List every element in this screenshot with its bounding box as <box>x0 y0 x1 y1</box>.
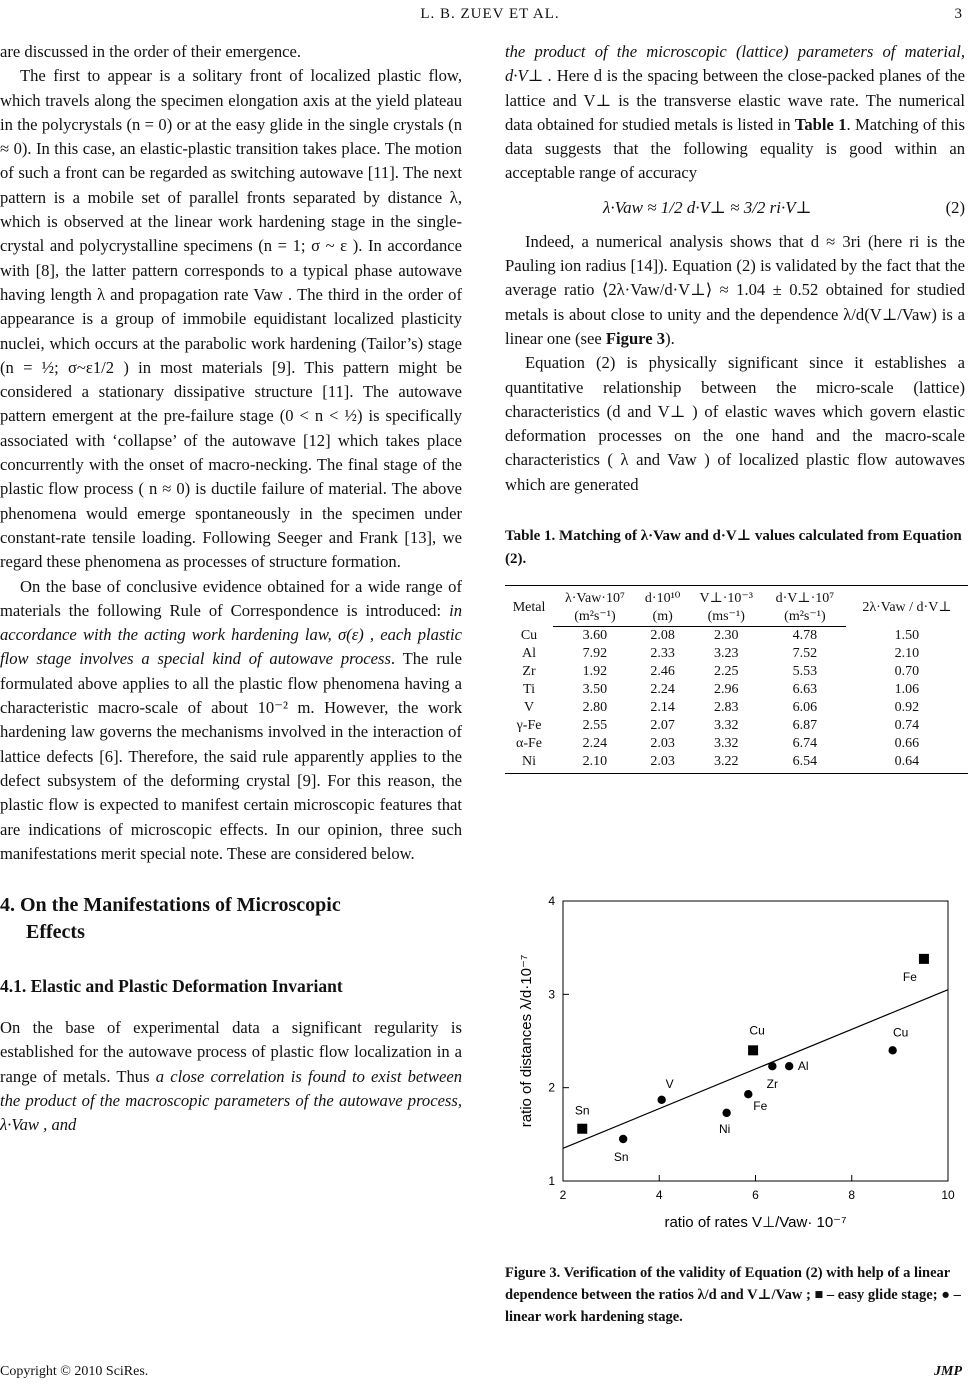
paragraph: Equation (2) is physically significant since it establishes a quantitative relationship between the micro-scale (lattice) characteristics (d and V⊥ ) of elastic waves which govern elastic deformation processes on the one hand and the macro-scale characteristics ( λ and Vaw ) of localized plastic flow autowaves which are generated <box>505 353 965 494</box>
figure-reference: Figure 3 <box>605 328 666 348</box>
table-cell: 2.10 <box>553 753 637 774</box>
equation-2 <box>505 192 965 226</box>
table-cell: 2.14 <box>650 700 675 716</box>
table-cell: 7.52 <box>792 646 818 662</box>
x-tick-label: 10 <box>941 1188 955 1202</box>
data-point-circle <box>888 1046 896 1054</box>
equation-body: λ·Vaw ≈ 1/2 d·V⊥ ≈ 3/2 ri·V⊥ <box>603 197 812 217</box>
page-number: 3 <box>954 6 962 22</box>
x-tick-label: 8 <box>848 1188 856 1202</box>
section-title: 4. On the Manifestations of Microscopic <box>0 894 341 917</box>
point-label: Sn <box>574 1103 590 1118</box>
table-cell: 1.92 <box>582 664 608 680</box>
table-cell: 2.96 <box>713 682 739 698</box>
y-tick-label: 2 <box>548 1080 555 1095</box>
copyright: Copyright © 2010 SciRes. <box>0 1364 149 1379</box>
table-cell: 2.33 <box>650 646 675 662</box>
point-label: Fe <box>902 969 917 984</box>
table-cell: 2.03 <box>650 736 675 752</box>
section-title-cont: Effects <box>26 921 85 944</box>
table-unit: (m²s⁻¹) <box>764 608 846 627</box>
table-row <box>505 717 968 735</box>
table-cell: 2.24 <box>650 682 675 698</box>
paragraph: are discussed in the order of their emergence. <box>0 42 302 61</box>
table-cell: 2.30 <box>713 628 739 644</box>
table-unit: (m) <box>637 608 689 627</box>
point-label: V <box>665 1076 674 1091</box>
paragraph <box>0 1016 462 1137</box>
table-cell: 4.78 <box>792 628 818 644</box>
text-span: . Matching of this data suggests that the following equality is good within an acceptable range of accuracy <box>505 114 965 183</box>
table-header: V⊥·10⁻³ <box>689 586 764 609</box>
table-cell: 0.70 <box>894 664 920 680</box>
point-label: Fe <box>753 1099 768 1114</box>
data-point-circle <box>722 1109 730 1117</box>
table-cell: V <box>523 700 535 716</box>
table-cell: 3.23 <box>713 646 739 662</box>
data-point-square <box>748 1045 758 1055</box>
y-tick-label: 4 <box>548 894 555 908</box>
x-axis-label: ratio of rates V⊥/Vaw· 10⁻⁷ <box>664 1214 847 1231</box>
equation-number: (2) <box>945 197 965 217</box>
journal-abbrev: JMP <box>934 1364 962 1379</box>
table-row <box>505 627 968 646</box>
x-tick-label: 4 <box>655 1188 663 1202</box>
paragraph <box>0 575 462 867</box>
text-span: Indeed, a numerical analysis shows that d ≈ 3ri (here ri is the Pauling ion radius [14]). Equation (2) is validated by the fact that the average ratio ⟨2λ·Vaw/d·V⊥⟩ ≈ 1.04 ± 0.52 obtained for studied metals is about close to unity and the dependence λ/d(V⊥/Vaw) is a linear one (see <box>505 231 965 348</box>
table-cell: Ni <box>505 753 553 774</box>
table-row <box>505 735 968 753</box>
table-cell: α-Fe <box>516 736 543 752</box>
table-caption: Table 1. Matching of λ·Vaw and d·V⊥ values calculated from Equation (2). <box>505 528 962 568</box>
table-row <box>505 699 968 717</box>
table-unit: (m²s⁻¹) <box>553 608 637 627</box>
table-header: λ·Vaw·10⁷ <box>553 586 637 609</box>
table-cell: 1.50 <box>894 627 920 643</box>
table-cell: 2.83 <box>713 700 739 716</box>
table-cell: 1.06 <box>894 682 920 698</box>
table-cell: 2.25 <box>713 664 739 680</box>
point-label: Cu <box>749 1023 765 1038</box>
table-cell: γ-Fe <box>516 718 542 734</box>
table-cell: 2.07 <box>650 718 675 734</box>
table-header: d·10¹⁰ <box>637 586 689 609</box>
scatter-chart <box>505 885 970 1255</box>
table-header: 2λ·Vaw / d·V⊥ <box>846 586 968 627</box>
table-cell: 5.53 <box>792 664 818 680</box>
table-row <box>505 681 968 699</box>
table-cell: Ti <box>523 682 535 698</box>
y-tick-label: 3 <box>548 987 555 1002</box>
paragraph: The first to appear is a solitary front of localized plastic flow, which travels along the specimen elongation axis at the yield plateau in the polycrystals (n = 0) or at the easy glide in the single crystals (n ≈ 0). In this case, an elastic-plastic transition takes place. The motion of such a front can be regarded as switching autowave [11]. The next pattern is a mobile set of parallel fronts separated by distance λ, which is observed at the linear work hardening stage in the single-crystal and polycrystalline specimens (n = 1; σ ~ ε ). In accordance with [8], the latter pattern corresponds to a typical phase autowave having length λ and propagation rate Vaw . The third in the order of appearance is a group of immobile equidistant localized plasticity nuclei, which occurs at the parabolic work hardening (Tailor’s) stage (n = ½; σ~ε1/2 ) in most materials [9]. This pattern might be considered a stationary dissipative structure [11]. The autowave pattern emergent at the pre-failure stage (0 < n < ½) is specifically associated with ‘collapse’ of the autowave [12] which takes place concurrently with the onset of macro-necking. The final stage of the plastic flow process ( n ≈ 0) is ductile failure of material. The above phenomena would emerge spontaneously in the specimen under constant-rate tensile loading. Following Seeger and Frank [13], we regard these phenomena as processes of structure formation. <box>0 66 462 572</box>
table-cell: 0.64 <box>846 753 968 774</box>
table-row <box>505 645 968 663</box>
figure-3 <box>505 885 970 1255</box>
table-cell: 0.74 <box>894 718 920 734</box>
text-span: Here d is the spacing between the close-packed planes of the lattice and V⊥ is the transverse elastic wave rate. The numerical data obtained for studied metals is listed in <box>505 66 965 134</box>
rule-of-correspondence: in accordance with the acting work hardening law, σ(ε) , each plastic flow stage involves a special kind of autowave process <box>0 600 462 669</box>
point-label: Zr <box>766 1077 779 1092</box>
table-cell: 3.32 <box>713 718 739 734</box>
data-point-circle <box>768 1062 776 1070</box>
point-label: Ni <box>718 1121 731 1136</box>
data-point-square <box>919 954 929 964</box>
table-header: Metal <box>505 586 553 627</box>
table-row <box>505 663 968 681</box>
table-cell: 2.46 <box>650 664 675 680</box>
point-label: Cu <box>892 1025 909 1040</box>
fit-line <box>563 990 948 1149</box>
point-label: Al <box>797 1059 809 1074</box>
table-cell: 2.24 <box>582 736 608 752</box>
table-cell: 6.87 <box>792 718 818 734</box>
data-point-circle <box>785 1062 793 1070</box>
text-span: . The rule formulated above applies to all the plastic flow phenomena having a characteristic macro-scale of about 10⁻² m. However, the work hardening law governs the mechanisms involved in the interaction of lattice defects [6]. Therefore, the said rule apparently applies to the defect subsystem of the deforming crystal [9]. For this reason, the plastic flow is expected to manifest certain microscopic features that are indications of microscopic effects. In our opinion, three such manifestations merit special note. These are considered below. <box>0 649 462 863</box>
paragraph <box>505 230 965 351</box>
table-1 <box>505 585 968 774</box>
table-cell: 0.66 <box>894 736 920 752</box>
italic-span: a close correlation is found to exist between the product of the macroscopic parameters of the autowave process, λ·Vaw , and <box>0 1066 462 1135</box>
paragraph <box>505 40 965 186</box>
table-reference: Table 1 <box>794 114 847 134</box>
table-cell: 2.08 <box>650 628 675 644</box>
table-cell: 3.50 <box>582 682 608 698</box>
table-cell: 6.74 <box>792 736 818 752</box>
x-tick-label: 6 <box>752 1188 759 1202</box>
data-point-circle <box>619 1135 627 1143</box>
data-point-circle <box>657 1096 665 1104</box>
text-span: On the base of experimental data a significant regularity is established for the autowave process of plastic flow localization in a range of metals. Thus <box>0 1018 462 1086</box>
point-label: Sn <box>613 1150 629 1164</box>
y-axis-label: ratio of distances λ/d·10⁻⁷ <box>518 954 535 1128</box>
section-heading <box>0 892 462 946</box>
right-column <box>505 40 965 774</box>
table-cell: 6.63 <box>792 682 818 698</box>
data-point-square <box>577 1124 587 1134</box>
table-unit: (ms⁻¹) <box>689 608 764 627</box>
table-row <box>505 753 968 774</box>
table-header: d·V⊥·10⁷ <box>764 586 846 609</box>
table-cell: 0.92 <box>894 700 920 716</box>
text-span: On the base of conclusive evidence obtained for a wide range of materials the following Rule of Correspondence is introduced: <box>0 576 462 620</box>
table-cell: 2.03 <box>637 753 689 774</box>
table-cell: 6.54 <box>764 753 846 774</box>
y-tick-label: 1 <box>548 1174 555 1188</box>
table-cell: 2.10 <box>894 646 920 662</box>
table-cell: 3.32 <box>713 736 739 752</box>
table-cell: 2.80 <box>582 700 608 716</box>
table-cell: 2.55 <box>582 718 608 734</box>
table-cell: Cu <box>520 627 538 643</box>
italic-span: the product of the microscopic (lattice) parameters of material, d·V⊥ . <box>505 42 965 86</box>
figure-caption: Figure 3. Verification of the validity of Equation (2) with help of a linear dependence between the ratios λ/d and V⊥/Vaw ; ■ – easy glide stage; ● – linear work hardening stage. <box>505 1265 961 1325</box>
subsection-heading: 4.1. Elastic and Plastic Deformation Invariant <box>0 976 343 997</box>
running-head: L. B. ZUEV ET AL. <box>420 6 560 22</box>
table-cell: Al <box>522 646 537 662</box>
table-cell: Zr <box>522 664 536 680</box>
text-span: ). <box>665 328 675 348</box>
table-cell: 7.92 <box>582 646 608 662</box>
table-cell: 3.60 <box>582 628 608 644</box>
left-column <box>0 40 462 1138</box>
data-point-circle <box>744 1090 752 1098</box>
x-tick-label: 2 <box>559 1188 567 1202</box>
table-cell: 3.22 <box>689 753 764 774</box>
table-cell: 6.06 <box>792 700 818 716</box>
